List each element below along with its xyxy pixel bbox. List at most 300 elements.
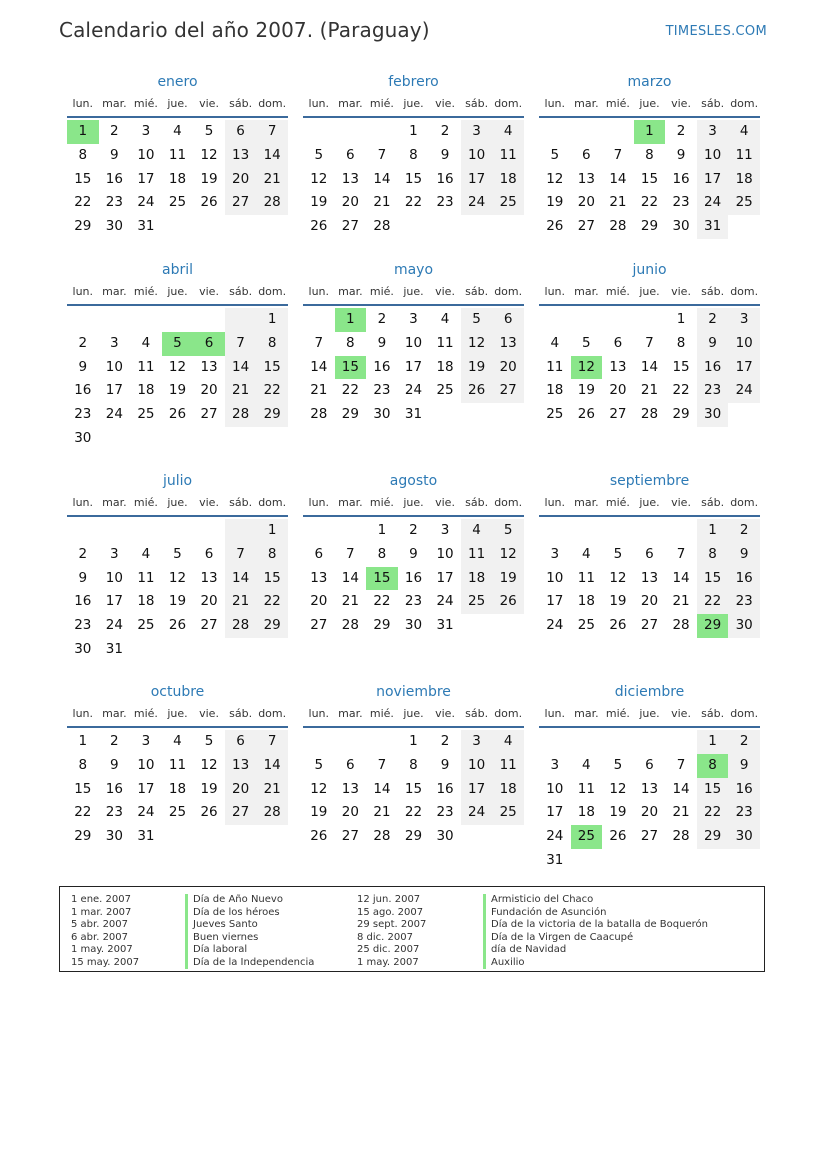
day-cell: 20: [341, 804, 359, 821]
weekday-label: mié.: [133, 707, 158, 720]
day-cell: 25: [492, 191, 524, 215]
day-cell: 11: [492, 144, 524, 168]
empty-day-cell: [130, 519, 162, 543]
day-cell: 1: [697, 519, 729, 543]
week-row: [539, 120, 760, 144]
weekday-label: jue.: [639, 285, 660, 298]
weekday-label: lun.: [308, 707, 330, 720]
day-cell: 27: [577, 218, 595, 235]
empty-day-cell: [193, 638, 225, 662]
day-cell: 23: [404, 593, 423, 610]
day-cell: 23: [436, 804, 454, 821]
day-cell: 15: [256, 356, 288, 380]
day-cell: 6: [225, 730, 257, 754]
empty-day-cell: [602, 120, 634, 144]
week-row: [67, 519, 288, 543]
week-row: [67, 120, 288, 144]
weekday-label: mié.: [369, 285, 394, 298]
day-cell: 28: [640, 406, 659, 423]
month-name: junio: [632, 262, 667, 278]
day-cell: 1: [256, 308, 288, 332]
day-cell: 11: [436, 334, 454, 351]
day-cell: 29: [672, 406, 690, 423]
day-cell: 5: [550, 146, 560, 163]
day-cell: 13: [609, 358, 627, 375]
weekday-label: mar.: [338, 707, 363, 720]
week-row: [539, 215, 760, 239]
day-cell: 11: [577, 780, 595, 797]
day-cell: 7: [676, 756, 686, 773]
day-cell: 19: [168, 593, 187, 610]
day-cell: 22: [256, 379, 288, 403]
day-cell: 27: [225, 191, 257, 215]
day-cell: 16: [728, 567, 760, 591]
empty-day-cell: [67, 308, 99, 332]
holiday-day-cell: 5: [162, 332, 194, 356]
day-cell: 6: [204, 545, 214, 562]
day-cell: 17: [105, 593, 123, 610]
weekday-header: [539, 92, 760, 118]
week-row: [67, 614, 288, 638]
week-row: [539, 144, 760, 168]
day-cell: 17: [461, 168, 493, 192]
weekday-label: lun.: [544, 285, 566, 298]
empty-day-cell: [162, 519, 194, 543]
day-cell: 18: [577, 593, 595, 610]
day-cell: 4: [141, 334, 151, 351]
weekday-label: mar.: [102, 496, 127, 509]
empty-day-cell: [256, 825, 288, 849]
day-cell: 27: [640, 617, 659, 634]
day-cell: 12: [546, 170, 564, 187]
day-cell: 17: [697, 168, 729, 192]
empty-day-cell: [539, 308, 571, 332]
weekday-label: vie.: [671, 97, 691, 110]
day-cell: 20: [200, 382, 218, 399]
day-cell: 2: [728, 730, 760, 754]
week-row: [67, 778, 288, 802]
week-row: [539, 801, 760, 825]
day-cell: 8: [78, 146, 88, 163]
empty-day-cell: [225, 308, 257, 332]
day-cell: 15: [640, 170, 659, 187]
legend-date: 15 ago. 2007: [357, 906, 424, 918]
weekday-label: lun.: [544, 496, 566, 509]
day-cell: 25: [137, 406, 155, 423]
week-row: [67, 801, 288, 825]
day-cell: 28: [373, 218, 391, 235]
week-row: [67, 730, 288, 754]
day-cell: 7: [346, 545, 355, 562]
day-cell: 9: [728, 754, 760, 778]
day-cell: 17: [546, 804, 564, 821]
legend-date: 25 dic. 2007: [357, 944, 420, 955]
day-cell: 25: [492, 801, 524, 825]
day-cell: 5: [492, 519, 524, 543]
week-row: [539, 825, 760, 849]
day-cell: 17: [461, 778, 493, 802]
holiday-day-cell: 15: [366, 567, 398, 591]
day-cell: 30: [404, 617, 423, 634]
day-cell: 11: [492, 754, 524, 778]
day-cell: 17: [546, 593, 564, 610]
day-cell: 30: [74, 640, 92, 657]
day-cell: 21: [225, 590, 257, 614]
empty-day-cell: [602, 849, 634, 873]
month-enero: [67, 72, 288, 239]
legend-date: 1 mar. 2007: [71, 906, 132, 918]
day-cell: 26: [609, 617, 627, 634]
day-cell: 31: [137, 218, 155, 235]
day-cell: 26: [492, 590, 524, 614]
site-link[interactable]: TIMESLES.COM: [665, 24, 767, 39]
weekday-label: jue.: [167, 707, 188, 720]
day-cell: 1: [78, 733, 88, 749]
day-cell: 28: [256, 191, 288, 215]
day-cell: 30: [436, 828, 454, 845]
weekday-header: [539, 491, 760, 517]
day-cell: 14: [609, 170, 627, 187]
day-cell: 3: [728, 308, 760, 332]
weekday-label: dom.: [730, 97, 759, 110]
day-cell: 18: [168, 780, 187, 797]
empty-day-cell: [303, 120, 335, 144]
day-cell: 25: [137, 617, 155, 634]
day-cell: 10: [137, 146, 155, 163]
month-name: febrero: [388, 74, 439, 90]
day-cell: 4: [582, 756, 591, 773]
day-cell: 18: [137, 593, 155, 610]
day-cell: 23: [672, 194, 690, 211]
day-cell: 9: [440, 146, 450, 163]
holiday-day-cell: 15: [335, 356, 367, 380]
week-row: [303, 308, 524, 332]
month-agosto: [303, 471, 524, 638]
empty-day-cell: [225, 825, 257, 849]
week-row: [67, 638, 288, 662]
day-cell: 2: [728, 519, 760, 543]
week-row: [303, 356, 524, 380]
legend-holiday-name: Fundación de Asunción: [483, 907, 708, 920]
empty-day-cell: [429, 403, 461, 427]
day-cell: 3: [141, 733, 151, 749]
weekday-header: [67, 280, 288, 306]
day-cell: 25: [546, 406, 564, 423]
week-row: [67, 590, 288, 614]
weekday-label: jue.: [167, 285, 188, 298]
empty-day-cell: [303, 730, 335, 754]
legend-holiday-name: día de Navidad: [483, 944, 708, 957]
day-cell: 24: [728, 379, 760, 403]
empty-day-cell: [539, 730, 571, 754]
weekday-label: vie.: [435, 285, 455, 298]
empty-day-cell: [130, 638, 162, 662]
day-cell: 11: [577, 569, 595, 586]
weekday-label: sáb.: [701, 285, 725, 298]
day-cell: 26: [168, 406, 187, 423]
day-cell: 24: [137, 194, 155, 211]
legend-date: 15 may. 2007: [71, 956, 140, 968]
day-cell: 9: [676, 146, 686, 163]
day-cell: 7: [225, 332, 257, 356]
day-cell: 23: [436, 194, 454, 211]
empty-day-cell: [728, 403, 760, 427]
day-cell: 26: [310, 828, 328, 845]
day-cell: 9: [409, 545, 418, 562]
day-cell: 18: [577, 804, 595, 821]
day-cell: 9: [110, 756, 119, 773]
day-cell: 9: [78, 358, 88, 375]
day-cell: 10: [461, 754, 493, 778]
day-cell: 21: [341, 593, 359, 610]
week-row: [303, 567, 524, 591]
empty-day-cell: [225, 427, 257, 451]
day-cell: 16: [436, 780, 454, 797]
day-cell: 15: [256, 567, 288, 591]
day-cell: 10: [105, 569, 123, 586]
day-cell: 10: [697, 144, 729, 168]
legend-holiday-name: Armisticio del Chaco: [483, 894, 708, 907]
day-cell: 14: [225, 356, 257, 380]
weekday-label: mar.: [574, 707, 599, 720]
empty-day-cell: [366, 730, 398, 754]
empty-day-cell: [429, 215, 461, 239]
month-name: diciembre: [614, 684, 685, 700]
day-cell: 18: [461, 567, 493, 591]
day-cell: 19: [200, 780, 218, 797]
weekday-label: vie.: [199, 97, 219, 110]
day-cell: 30: [373, 406, 391, 423]
week-row: [539, 519, 760, 543]
day-cell: 25: [461, 590, 493, 614]
day-cell: 20: [225, 168, 257, 192]
legend-holiday-name: Día de la Independencia: [185, 957, 314, 970]
weekday-label: mar.: [102, 97, 127, 110]
day-cell: 6: [492, 308, 524, 332]
day-cell: 7: [676, 545, 686, 562]
day-cell: 3: [409, 311, 418, 327]
day-cell: 18: [546, 382, 564, 399]
day-cell: 14: [672, 569, 690, 586]
week-row: [303, 332, 524, 356]
week-row: [303, 519, 524, 543]
week-row: [539, 191, 760, 215]
weekday-label: jue.: [167, 496, 188, 509]
weekday-label: sáb.: [229, 97, 253, 110]
day-cell: 25: [168, 804, 187, 821]
empty-day-cell: [665, 519, 697, 543]
day-cell: 26: [461, 379, 493, 403]
weekday-label: jue.: [639, 97, 660, 110]
weekday-label: dom.: [494, 97, 523, 110]
legend-holiday-name: Día de la Virgen de Caacupé: [483, 932, 708, 945]
day-cell: 30: [728, 825, 760, 849]
day-cell: 26: [310, 218, 328, 235]
day-cell: 3: [697, 120, 729, 144]
weekday-label: mié.: [369, 496, 394, 509]
day-cell: 22: [672, 382, 690, 399]
day-cell: 4: [492, 120, 524, 144]
day-cell: 10: [728, 332, 760, 356]
empty-day-cell: [303, 519, 335, 543]
weekday-label: jue.: [403, 707, 424, 720]
empty-day-cell: [634, 308, 666, 332]
holiday-day-cell: 29: [697, 614, 729, 638]
weekday-label: vie.: [671, 707, 691, 720]
day-cell: 28: [672, 617, 690, 634]
day-cell: 29: [404, 828, 423, 845]
day-cell: 14: [256, 754, 288, 778]
day-cell: 8: [676, 334, 686, 351]
legend-names-right: [483, 894, 708, 969]
month-name: marzo: [627, 74, 672, 90]
week-row: [67, 168, 288, 192]
weekday-label: mié.: [605, 285, 630, 298]
day-cell: 19: [492, 567, 524, 591]
empty-day-cell: [602, 730, 634, 754]
day-cell: 8: [409, 756, 418, 773]
weekday-label: lun.: [308, 496, 330, 509]
weekday-label: mar.: [102, 285, 127, 298]
day-cell: 21: [225, 379, 257, 403]
day-cell: 7: [256, 120, 288, 144]
day-cell: 12: [310, 170, 328, 187]
week-row: [539, 332, 760, 356]
day-cell: 10: [461, 144, 493, 168]
day-cell: 19: [609, 804, 627, 821]
legend-holiday-name: Día de la victoria de la batalla de Boquerón: [483, 919, 708, 932]
day-cell: 15: [404, 780, 423, 797]
day-cell: 24: [697, 191, 729, 215]
day-cell: 28: [672, 828, 690, 845]
day-cell: 6: [346, 756, 355, 773]
day-cell: 14: [225, 567, 257, 591]
weekday-label: vie.: [435, 496, 455, 509]
day-cell: 28: [225, 403, 257, 427]
empty-day-cell: [492, 403, 524, 427]
day-cell: 30: [105, 828, 123, 845]
day-cell: 10: [404, 334, 423, 351]
empty-day-cell: [697, 849, 729, 873]
day-cell: 14: [310, 358, 328, 375]
empty-day-cell: [728, 849, 760, 873]
day-cell: 29: [74, 218, 92, 235]
weekday-label: mié.: [605, 707, 630, 720]
day-cell: 2: [78, 334, 88, 351]
day-cell: 17: [105, 382, 123, 399]
empty-day-cell: [398, 215, 430, 239]
week-row: [539, 168, 760, 192]
legend-date: 8 dic. 2007: [357, 931, 413, 943]
day-cell: 21: [640, 382, 659, 399]
day-cell: 13: [225, 144, 257, 168]
day-cell: 21: [672, 804, 690, 821]
day-cell: 4: [461, 519, 493, 543]
holiday-day-cell: 1: [67, 120, 99, 144]
week-row: [67, 356, 288, 380]
day-cell: 23: [105, 804, 123, 821]
legend-holiday-name: Día de Año Nuevo: [185, 894, 314, 907]
day-cell: 24: [461, 801, 493, 825]
empty-day-cell: [492, 614, 524, 638]
day-cell: 2: [676, 123, 686, 139]
empty-day-cell: [335, 730, 367, 754]
weekday-label: mié.: [605, 97, 630, 110]
empty-day-cell: [461, 614, 493, 638]
month-julio: [67, 471, 288, 662]
day-cell: 31: [137, 828, 155, 845]
weekday-label: lun.: [72, 97, 94, 110]
empty-day-cell: [665, 730, 697, 754]
weekday-header: [303, 92, 524, 118]
weekday-label: vie.: [435, 97, 455, 110]
day-cell: 11: [168, 146, 187, 163]
day-cell: 17: [404, 358, 423, 375]
day-cell: 24: [137, 804, 155, 821]
day-cell: 14: [640, 358, 659, 375]
day-cell: 11: [461, 543, 493, 567]
month-junio: [539, 260, 760, 427]
day-cell: 19: [609, 593, 627, 610]
day-cell: 13: [577, 170, 595, 187]
weekday-label: lun.: [308, 285, 330, 298]
weekday-label: jue.: [639, 707, 660, 720]
day-cell: 22: [341, 382, 359, 399]
empty-day-cell: [99, 308, 131, 332]
day-cell: 22: [404, 804, 423, 821]
weekday-label: lun.: [544, 97, 566, 110]
day-cell: 18: [492, 168, 524, 192]
weekday-label: lun.: [308, 97, 330, 110]
weekday-label: lun.: [72, 285, 94, 298]
weekday-label: mié.: [133, 97, 158, 110]
week-row: [67, 427, 288, 451]
day-cell: 16: [74, 593, 92, 610]
day-cell: 7: [645, 334, 654, 351]
day-cell: 5: [204, 733, 214, 749]
day-cell: 21: [373, 194, 391, 211]
day-cell: 19: [310, 194, 328, 211]
day-cell: 18: [728, 168, 760, 192]
day-cell: 2: [440, 123, 450, 139]
empty-day-cell: [571, 120, 603, 144]
day-cell: 28: [310, 406, 328, 423]
day-cell: 6: [582, 146, 591, 163]
month-febrero: [303, 72, 524, 239]
week-row: [67, 754, 288, 778]
day-cell: 22: [404, 194, 423, 211]
weekday-label: jue.: [639, 496, 660, 509]
empty-day-cell: [335, 120, 367, 144]
empty-day-cell: [193, 427, 225, 451]
empty-day-cell: [461, 215, 493, 239]
day-cell: 4: [492, 730, 524, 754]
day-cell: 12: [200, 146, 218, 163]
weekday-label: dom.: [730, 496, 759, 509]
weekday-label: mié.: [133, 496, 158, 509]
weekday-label: lun.: [72, 496, 94, 509]
empty-day-cell: [256, 638, 288, 662]
day-cell: 16: [436, 170, 454, 187]
week-row: [303, 191, 524, 215]
day-cell: 26: [609, 828, 627, 845]
empty-day-cell: [193, 825, 225, 849]
day-cell: 10: [137, 756, 155, 773]
week-row: [303, 379, 524, 403]
weekday-label: mié.: [133, 285, 158, 298]
day-cell: 22: [640, 194, 659, 211]
day-cell: 6: [645, 545, 654, 562]
